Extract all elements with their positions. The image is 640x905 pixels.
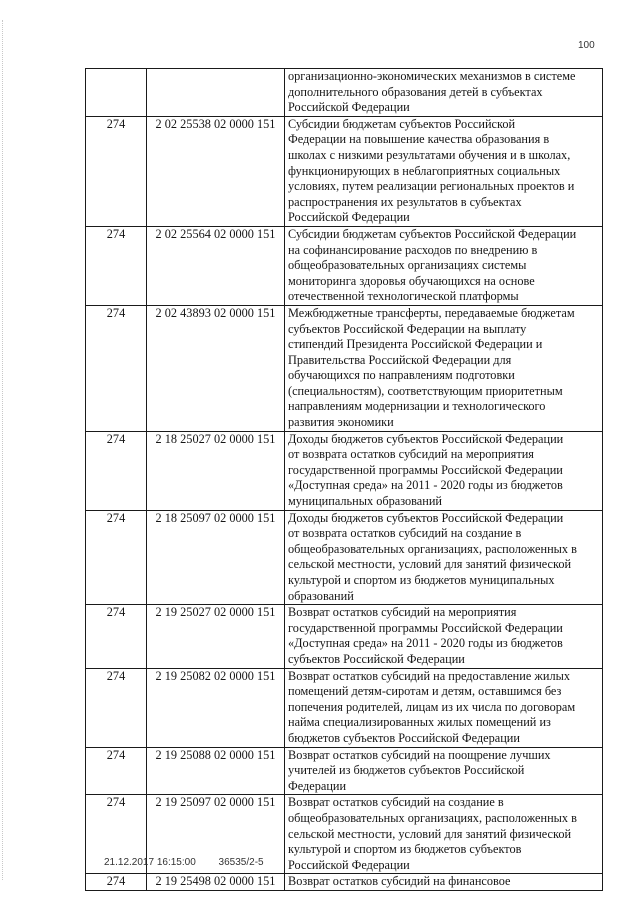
revenue-name-line: обучающихся по направлениям подготовки xyxy=(288,368,515,383)
budget-code-cell: 2 02 25564 02 0000 151 xyxy=(147,226,285,305)
table-row xyxy=(86,874,603,891)
revenue-name-cell xyxy=(285,795,603,874)
revenue-name-line: Доходы бюджетов субъектов Российской Федерации xyxy=(288,431,564,446)
admin-code-cell: 274 xyxy=(86,431,147,510)
admin-code-cell xyxy=(86,69,147,117)
revenue-name-line: условиях, путем реализации региональных проектов и xyxy=(288,179,575,194)
revenue-name-line: образований xyxy=(288,588,354,603)
revenue-name-line: общеобразовательных организациях, расположенных в xyxy=(288,810,577,825)
admin-code-cell: 274 xyxy=(86,747,147,795)
revenue-name-line: Федерации xyxy=(288,778,347,793)
admin-code-cell: 274 xyxy=(86,510,147,605)
revenue-name-line: школах с низкими результатами обучения и в школах, xyxy=(288,147,571,162)
budget-code-cell: 2 02 25538 02 0000 151 xyxy=(147,116,285,226)
revenue-name-line: учителей из бюджетов субъектов Российской xyxy=(288,763,525,778)
scan-edge-artifact xyxy=(2,20,6,880)
revenue-name-line: распространения их результатов в субъектах xyxy=(288,194,522,209)
revenue-name-line: от возврата остатков субсидий на создание в xyxy=(288,526,522,541)
revenue-name-cell xyxy=(285,226,603,305)
revenue-name-line: Доходы бюджетов субъектов Российской Федерации xyxy=(288,510,564,525)
revenue-name-line: Правительства Российской Федерации для xyxy=(288,352,512,367)
revenue-name-cell xyxy=(285,874,603,891)
revenue-name-line: субъектов Российской Федерации на выплату xyxy=(288,321,527,336)
revenue-name-cell xyxy=(285,116,603,226)
revenue-name-line: Возврат остатков субсидий на создание в xyxy=(288,795,504,810)
revenue-name-line: Субсидии бюджетам субъектов Российской xyxy=(288,116,516,131)
budget-code-cell: 2 02 43893 02 0000 151 xyxy=(147,305,285,431)
table-row xyxy=(86,747,603,795)
revenue-name-line: государственной программы Российской Федерации xyxy=(288,462,563,477)
table-row xyxy=(86,69,603,117)
revenue-name-cell xyxy=(285,605,603,668)
budget-code-cell: 2 18 25027 02 0000 151 xyxy=(147,431,285,510)
revenue-name-line: Возврат остатков субсидий на мероприятия xyxy=(288,605,517,620)
admin-code-cell: 274 xyxy=(86,116,147,226)
revenue-name-cell xyxy=(285,668,603,747)
revenue-name-line: Возврат остатков субсидий на предоставление жилых xyxy=(288,668,570,683)
admin-code-cell: 274 xyxy=(86,305,147,431)
revenue-name-line: попечения родителей, лицам из их числа по договорам xyxy=(288,699,576,714)
revenue-name-line: муниципальных образований xyxy=(288,494,442,509)
budget-code-cell: 2 19 25498 02 0000 151 xyxy=(147,874,285,891)
revenue-name-line: Федерации на повышение качества образования в xyxy=(288,132,550,147)
table-body xyxy=(86,69,603,891)
footer xyxy=(104,857,284,868)
table-row xyxy=(86,605,603,668)
revenue-name-line: на софинансирование расходов по внедрению в xyxy=(288,242,538,257)
revenue-name-line: от возврата остатков субсидий на мероприятия xyxy=(288,447,534,462)
revenue-name-line: дополнительного образования детей в субъектах xyxy=(288,84,543,99)
revenue-name-line: сельской местности, условий для занятий физической xyxy=(288,557,572,572)
revenue-name-line: помещений детям-сиротам и детям, оставшимся без xyxy=(288,684,562,699)
revenue-name-line: развития экономики xyxy=(288,415,394,430)
budget-code-cell: 2 18 25097 02 0000 151 xyxy=(147,510,285,605)
footer-timestamp: 21.12.2017 16:15:00 xyxy=(104,857,196,868)
revenue-name-line: Российской Федерации xyxy=(288,100,410,115)
revenue-name-line: (специальностям), соответствующим приоритетным xyxy=(288,383,563,398)
revenue-name-line: отечественной технологической платформы xyxy=(288,289,519,304)
revenue-name-cell xyxy=(285,69,603,117)
revenue-name-line: общеобразовательных организациях системы xyxy=(288,258,527,273)
revenue-name-cell xyxy=(285,510,603,605)
revenue-name-line: стипендий Президента Российской Федерации и xyxy=(288,337,543,352)
revenue-name-line: культурой и спортом из бюджетов субъектов xyxy=(288,842,522,857)
budget-codes-table xyxy=(85,68,603,891)
admin-code-cell: 274 xyxy=(86,605,147,668)
revenue-name-line: найма специализированных жилых помещений из xyxy=(288,715,551,730)
revenue-name-line: Возврат остатков субсидий на поощрение лучших xyxy=(288,747,551,762)
revenue-name-cell xyxy=(285,431,603,510)
table-row xyxy=(86,668,603,747)
revenue-name-line: культурой и спортом из бюджетов муниципальных xyxy=(288,573,555,587)
revenue-name-line: мониторинга здоровья обучающихся на основе xyxy=(288,273,535,288)
table-row xyxy=(86,116,603,226)
revenue-name-line: Межбюджетные трансферты, передаваемые бюджетам xyxy=(288,305,575,320)
footer-doc-id: 36535/2-5 xyxy=(218,857,264,868)
page-number: 100 xyxy=(578,40,595,51)
budget-code-cell: 2 19 25027 02 0000 151 xyxy=(147,605,285,668)
admin-code-cell: 274 xyxy=(86,795,147,874)
revenue-name-line: субъектов Российской Федерации xyxy=(288,651,465,666)
admin-code-cell: 274 xyxy=(86,874,147,891)
revenue-name-line: «Доступная среда» на 2011 - 2020 годы из бюджетов xyxy=(288,636,563,651)
revenue-name-line: государственной программы Российской Федерации xyxy=(288,620,563,635)
revenue-name-line: организационно-экономических механизмов в системе xyxy=(288,69,576,83)
revenue-name-cell xyxy=(285,747,603,795)
revenue-name-line: Субсидии бюджетам субъектов Российской Федерации xyxy=(288,226,577,241)
revenue-name-line: «Доступная среда» на 2011 - 2020 годы из бюджетов xyxy=(288,478,563,493)
budget-code-cell: 2 19 25082 02 0000 151 xyxy=(147,668,285,747)
revenue-name-line: направлениям модернизации и технологического xyxy=(288,399,546,414)
admin-code-cell: 274 xyxy=(86,668,147,747)
table-row xyxy=(86,305,603,431)
admin-code-cell: 274 xyxy=(86,226,147,305)
budget-code-cell xyxy=(147,69,285,117)
revenue-name-line: общеобразовательных организациях, расположенных в xyxy=(288,541,577,556)
revenue-name-line: функционирующих в неблагоприятных социальных xyxy=(288,163,561,178)
revenue-name-line: Российской Федерации xyxy=(288,857,410,872)
revenue-name-cell xyxy=(285,305,603,431)
revenue-name-line: Возврат остатков субсидий на финансовое xyxy=(288,874,511,889)
revenue-name-line: сельской местности, условий для занятий физической xyxy=(288,826,572,841)
table-row xyxy=(86,431,603,510)
revenue-name-line: бюджетов субъектов Российской Федерации xyxy=(288,730,520,745)
table-row xyxy=(86,226,603,305)
budget-code-cell: 2 19 25097 02 0000 151 xyxy=(147,795,285,874)
budget-code-cell: 2 19 25088 02 0000 151 xyxy=(147,747,285,795)
revenue-name-line: Российской Федерации xyxy=(288,210,410,225)
table-row xyxy=(86,510,603,605)
